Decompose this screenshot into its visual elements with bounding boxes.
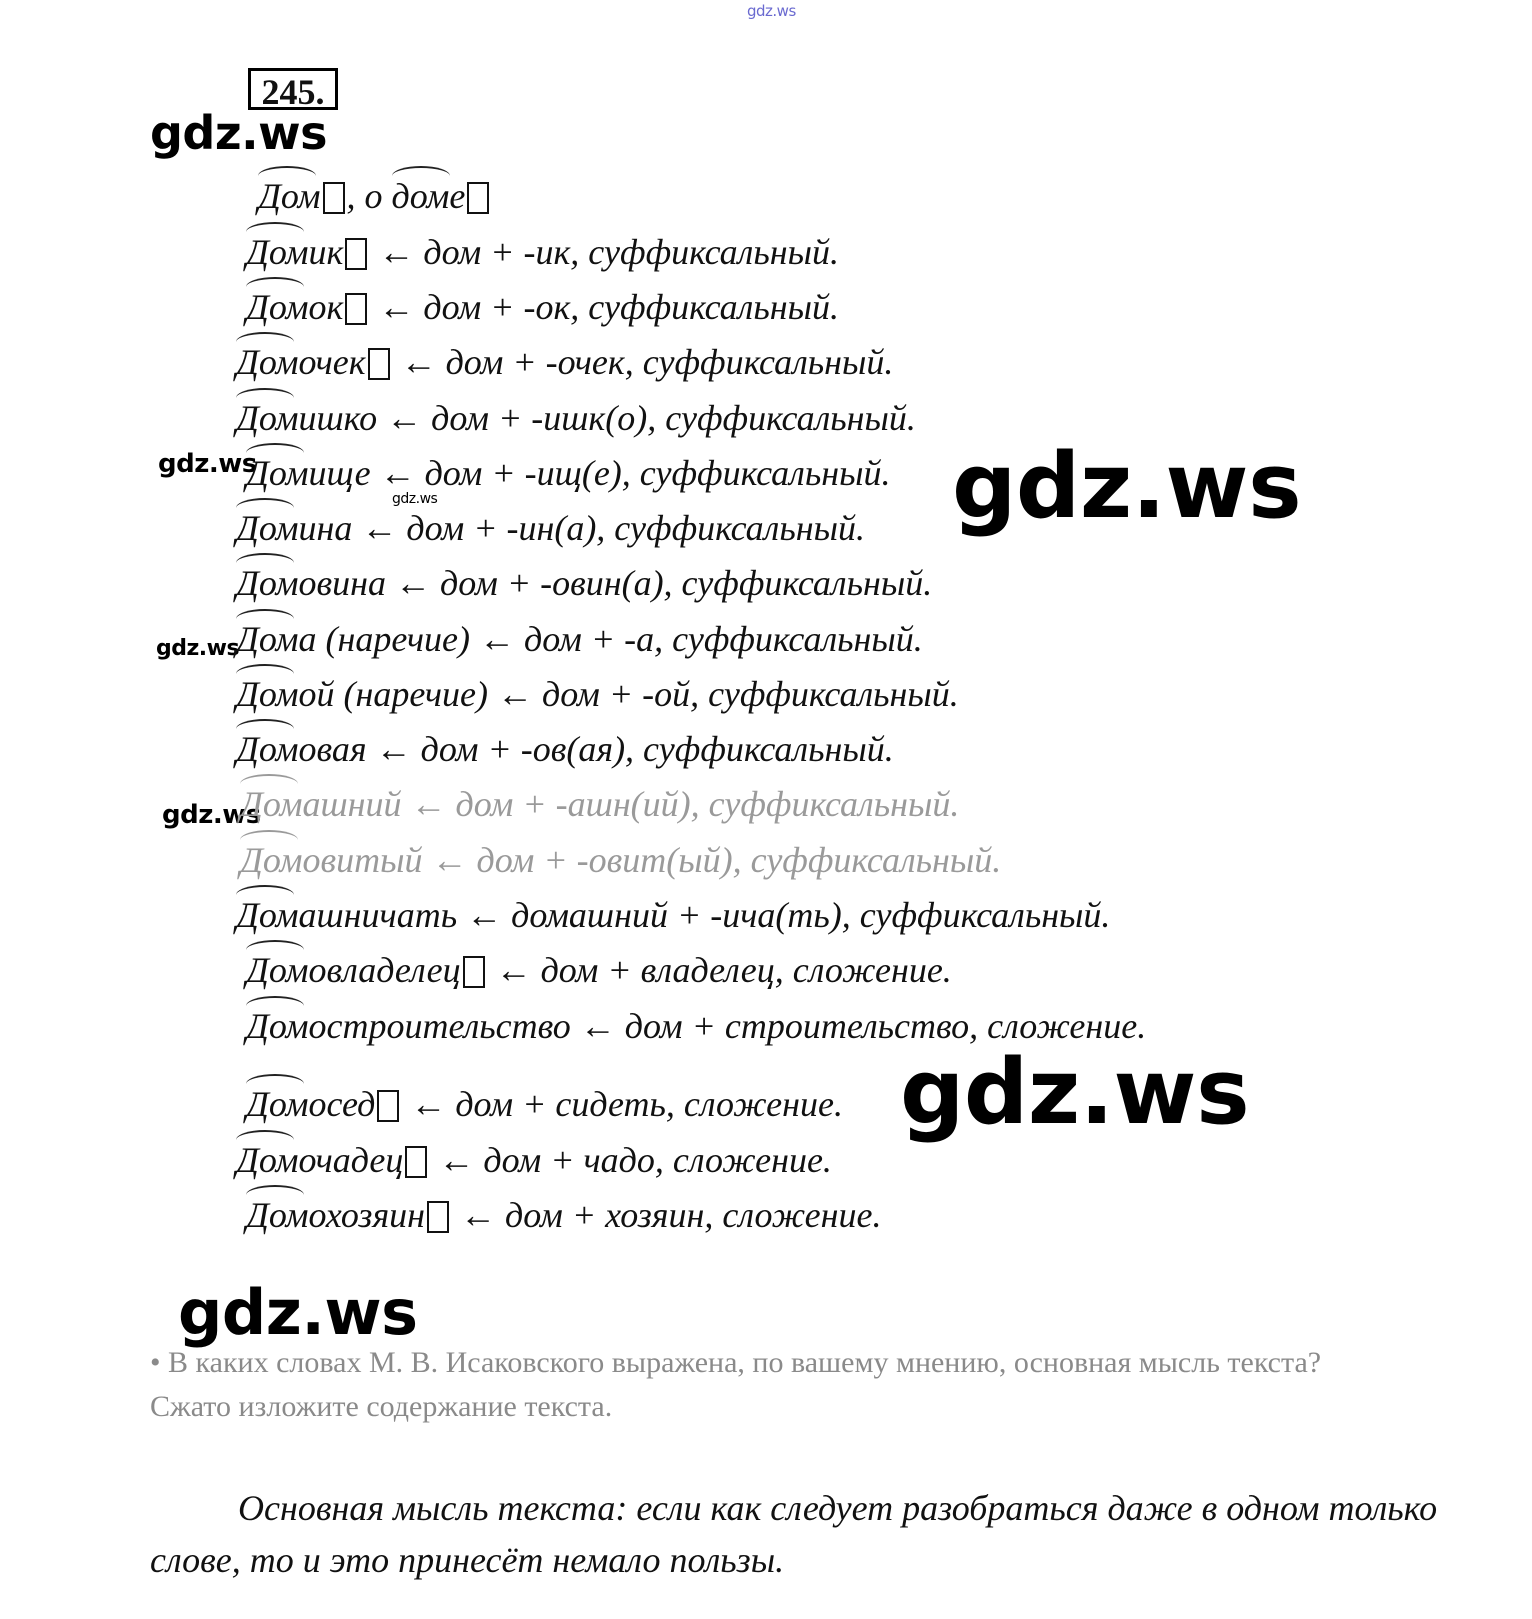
derivation-text: (наречие) ← дом + -а, суффиксальный. xyxy=(316,619,923,659)
watermark: gdz.ws xyxy=(747,2,796,20)
derivation-text: (наречие) ← дом + -ой, суффиксальный. xyxy=(334,674,959,714)
watermark: gdz.ws xyxy=(158,449,257,479)
watermark: gdz.ws xyxy=(162,800,261,830)
watermark: gdz.ws xyxy=(156,636,240,661)
ending-box xyxy=(405,1146,427,1178)
derivation-text: ← дом + -ашн(ий), суффиксальный. xyxy=(401,784,960,824)
derivation-row xyxy=(246,948,952,992)
word: Домочадец xyxy=(236,1140,404,1180)
ending-box xyxy=(377,1090,399,1122)
derivation-row xyxy=(246,230,839,274)
watermark: gdz.ws xyxy=(392,491,438,507)
ending-box xyxy=(323,182,345,214)
ending-box xyxy=(345,293,367,325)
derivation-row xyxy=(236,561,932,605)
derivation-text: ← дом + -ищ(е), суффиксальный. xyxy=(370,453,891,493)
derivation-text: ← дом + строительство, сложение. xyxy=(570,1006,1147,1046)
word: Домок xyxy=(246,287,344,327)
word: Домик xyxy=(246,232,344,272)
derivation-row xyxy=(246,1004,1146,1048)
derivation-text: ← дом + владелец, сложение. xyxy=(486,950,952,990)
derivation-row xyxy=(246,1082,843,1126)
word: Домина xyxy=(236,508,353,548)
word: Домой xyxy=(236,674,335,714)
word: Домовитый xyxy=(240,840,423,880)
ending-box xyxy=(463,956,485,988)
derivation-text: ← дом + сидеть, сложение. xyxy=(401,1084,843,1124)
watermark: gdz.ws xyxy=(178,1276,418,1349)
derivation-row xyxy=(246,451,890,495)
question-text: • В каких словах М. В. Исаковского выражена, по вашему мнению, основная мысль текста? Сжато изложите содержание текста. xyxy=(150,1346,1322,1423)
derivation-row xyxy=(246,285,839,329)
word: Дома xyxy=(236,619,317,659)
derivation-row xyxy=(236,396,916,440)
ending-box xyxy=(427,1201,449,1233)
derivation-row xyxy=(236,672,959,716)
word: Домовая xyxy=(236,729,367,769)
exercise-number: 245. xyxy=(248,68,338,110)
word: Домище xyxy=(246,453,371,493)
derivation-text: ← дом + -ишк(о), суффиксальный. xyxy=(377,398,916,438)
derivation-row xyxy=(240,838,1001,882)
first-line xyxy=(258,174,491,218)
derivation-row xyxy=(236,506,865,550)
ending-box xyxy=(467,182,489,214)
word: Домовладелец xyxy=(246,950,461,990)
derivation-text: ← дом + -ин(а), суффиксальный. xyxy=(352,508,865,548)
derivation-row xyxy=(236,617,923,661)
connector-text: , о xyxy=(346,176,392,216)
watermark: gdz.ws xyxy=(150,106,327,160)
derivation-text: ← дом + -овит(ый), суффиксальный. xyxy=(422,840,1002,880)
ending-box xyxy=(345,238,367,270)
watermark: gdz.ws xyxy=(900,1040,1250,1145)
word: Домосед xyxy=(246,1084,376,1124)
derivation-row xyxy=(240,782,959,826)
derivation-row xyxy=(246,1193,881,1237)
word: Домашний xyxy=(240,784,402,824)
watermark: gdz.ws xyxy=(952,434,1302,539)
derivation-text: ← дом + чадо, сложение. xyxy=(429,1140,832,1180)
derivation-text: ← дом + -овин(а), суффиксальный. xyxy=(386,563,933,603)
derivation-text: ← дом + -очек, суффиксальный. xyxy=(391,342,894,382)
derivation-text: ← дом + -ок, суффиксальный. xyxy=(369,287,839,327)
word: Домишко xyxy=(236,398,378,438)
word: Домашничать xyxy=(236,895,458,935)
word: Домочек xyxy=(236,342,366,382)
word: Домовина xyxy=(236,563,386,603)
derivation-row xyxy=(236,893,1110,937)
derivation-text: ← дом + -ик, суффиксальный. xyxy=(369,232,839,272)
word: Домостроительство xyxy=(246,1006,571,1046)
derivation-text: ← дом + хозяин, сложение. xyxy=(451,1195,882,1235)
word: Дом xyxy=(258,176,321,216)
ending-box xyxy=(368,348,390,380)
derivation-text: ← домашний + -ича(ть), суффиксальный. xyxy=(457,895,1111,935)
derivation-row xyxy=(236,340,893,384)
word: доме xyxy=(391,176,466,216)
derivation-text: ← дом + -ов(ая), суффиксальный. xyxy=(366,729,894,769)
answer-text: Основная мысль текста: если как следует разобраться даже в одном только слове, то и это принесёт немало пользы. xyxy=(150,1488,1438,1580)
derivation-row xyxy=(236,1138,832,1182)
word: Домохозяин xyxy=(246,1195,426,1235)
derivation-row xyxy=(236,727,894,771)
